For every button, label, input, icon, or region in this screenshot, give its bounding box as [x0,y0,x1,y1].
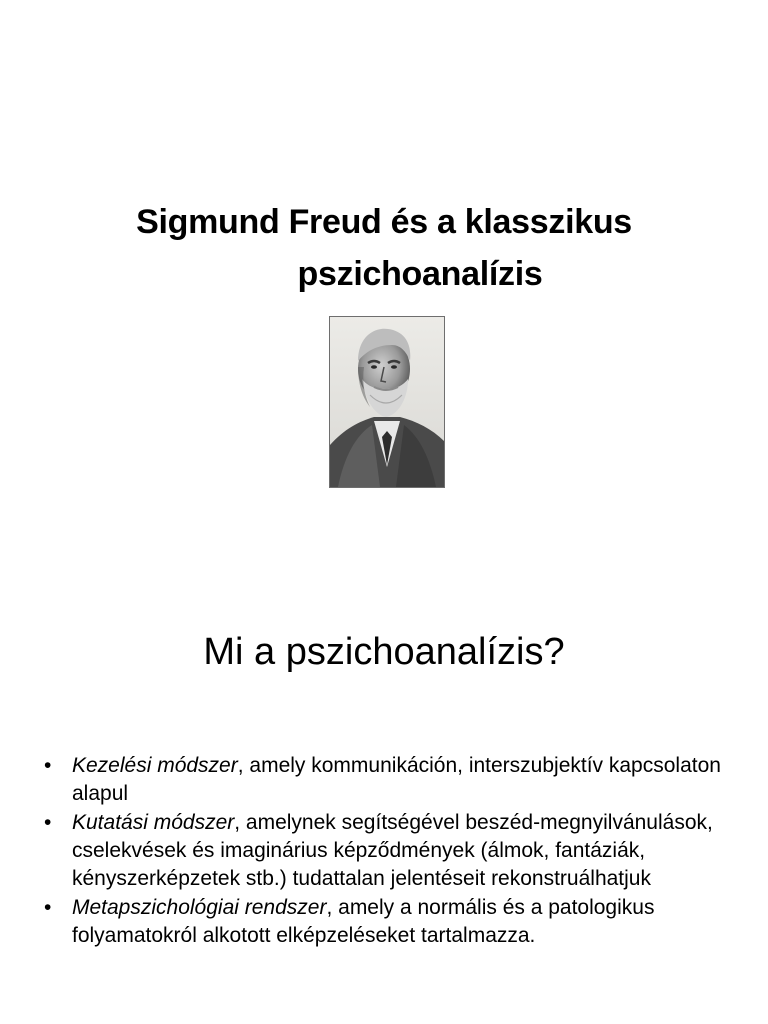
bullet-text: , amelynek segítségével beszéd-megnyilvánulások, cselekvések és imaginárius képződmények (álmok, fantáziák, kényszerképzetek stb.) tudattalan jelentéseit rekonstruálhatjuk [72,811,713,890]
bullet-list [42,752,722,951]
bullet-term: Kezelési módszer [72,754,238,777]
section-heading: Mi a pszichoanalízis? [203,631,565,673]
portrait-photo-icon [330,317,444,487]
bullet-marker: • [44,811,52,834]
bullet-marker: • [44,896,52,919]
bullet-marker: • [44,754,52,777]
bullet-text: , amely kommunikáción, interszubjektív kapcsolaton alapul [72,754,721,805]
bullet-term: Metapszichológiai rendszer [72,896,327,919]
slide-title-line-2: pszichoanalízis [297,255,543,293]
list-item [42,809,722,893]
bullet-term: Kutatási módszer [72,811,235,834]
list-item [42,894,722,950]
freud-portrait-image [329,316,445,488]
slide-title-line-1: Sigmund Freud és a klasszikus [136,203,632,241]
list-item [42,752,722,808]
slide-title [0,196,768,300]
bullet-text: , amely a normális és a patologikus folyamatokról alkotott elképzeléseket tartalmazza. [72,896,655,947]
